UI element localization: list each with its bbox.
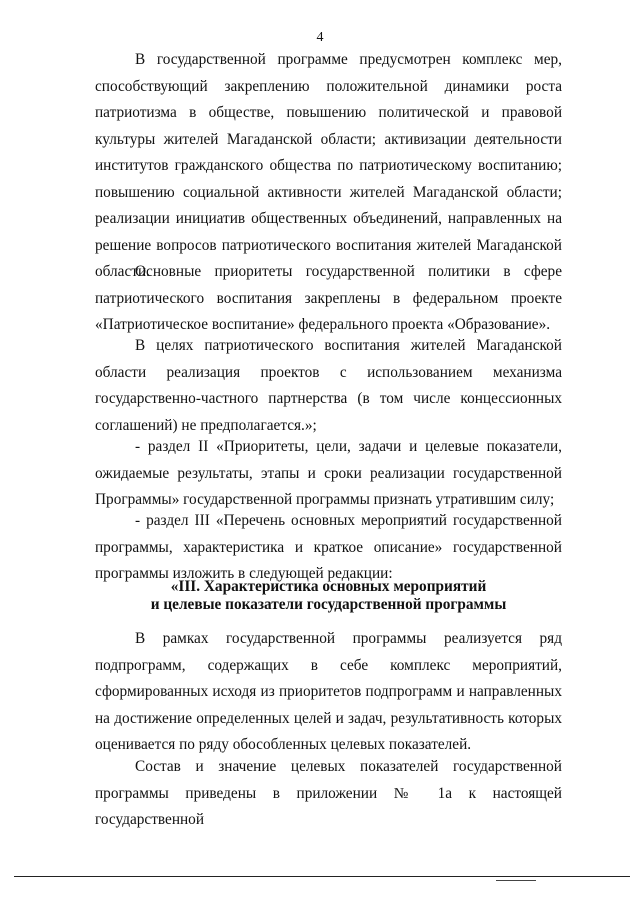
paragraph-program-measures: В государственной программе предусмотрен комплекс мер, способствующий закреплению положительной динамики роста патриотизма в обществе, повышению политической и правовой культуры жителей Магаданской области; активизации деятельности институтов гражданского общества по патриотическому воспитанию; повышению социальной активности жителей Магаданской области; реализации инициатив общественных объединений, направленных на решение вопросов патриотического воспитания жителей Магаданской области. [95,51,562,280]
page-number: 4 [316,30,324,45]
paragraph-indicators: Состав и значение целевых показателей государственной программы приведены в приложении № 1а к настоящей государственной [95,758,562,828]
paragraph-section-two: - раздел II «Приоритеты, цели, задачи и целевые показатели, ожидаемые результаты, этапы и сроки реализации государственной Программы» государственной программы признать утратившим силу; [95,438,562,508]
section-heading [95,578,562,614]
footer-rule [14,876,630,877]
paragraph-section-three: - раздел III «Перечень основных мероприятий государственной программы, характеристика и краткое описание» государственной программы изложить в следующей редакции: [95,512,562,582]
section-heading-line-2: и целевые показатели государственной программы [150,596,507,613]
paragraph-partnership: В целях патриотического воспитания жителей Магаданской области реализация проектов с использованием механизма государственно-частного партнерства (в том числе концессионных соглашений) не предполагается.»; [95,337,562,434]
section-heading-line-1: «III. Характеристика основных мероприятий [170,578,487,595]
paragraph-subprograms: В рамках государственной программы реализуется ряд подпрограмм, содержащих в себе комплекс мероприятий, сформированных исходя из приоритетов подпрограмм и направленных на достижение определенных целей и задач, результативность которых оценивается по ряду обособленных целевых показателей. [95,630,562,753]
footer-mark [496,880,536,881]
paragraph-priorities: Основные приоритеты государственной политики в сфере патриотического воспитания закреплены в федеральном проекте «Патриотическое воспитание» федерального проекта «Образование». [95,263,562,333]
